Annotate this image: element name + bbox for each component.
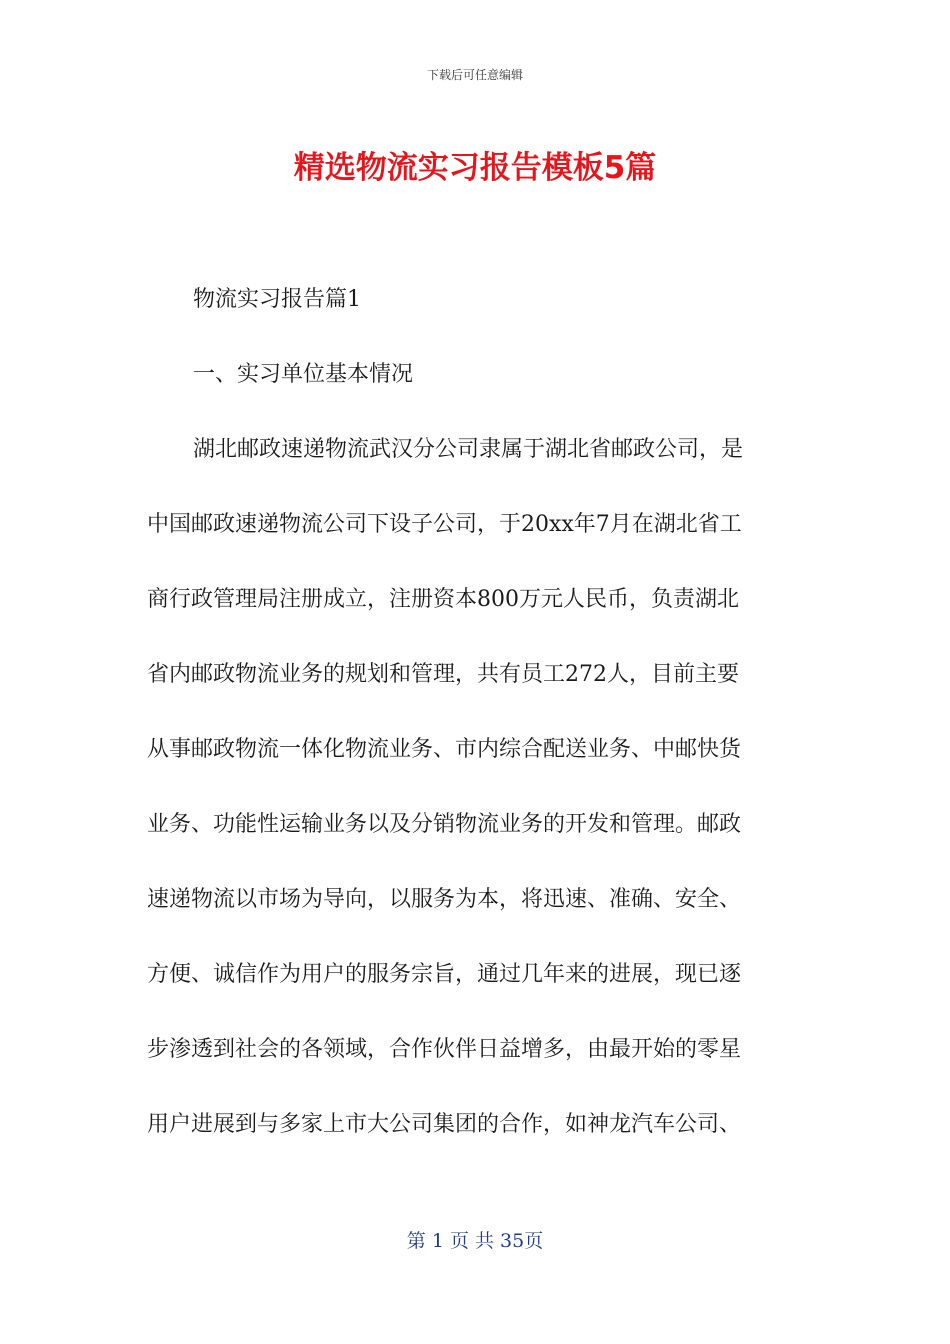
page-footer: 第 1 页 共 35页 [406,1230,544,1252]
document-body [147,262,803,1162]
paragraph-line: 步渗透到社会的各领域，合作伙伴日益增多，由最开始的零星 [147,1037,742,1062]
paragraph-line: 物流实习报告篇1 [193,287,361,312]
paragraph-line: 从事邮政物流一体化物流业务、市内综合配送业务、中邮快货 [147,737,742,762]
paragraph-line: 用户进展到与多家上市大公司集团的合作，如神龙汽车公司、 [147,1112,742,1137]
paragraph-line: 速递物流以市场为导向，以服务为本，将迅速、准确、安全、 [147,887,742,912]
header-note: 下载后可任意编辑 [426,68,523,82]
paragraph-line: 方便、诚信作为用户的服务宗旨，通过几年来的进展，现已逐 [147,962,742,987]
paragraph-line: 省内邮政物流业务的规划和管理，共有员工272人，目前主要 [147,662,739,687]
document-title: 精选物流实习报告模板5篇 [293,150,657,186]
paragraph-line: 商行政管理局注册成立，注册资本800万元人民币，负责湖北 [147,587,739,612]
paragraph-line: 湖北邮政速递物流武汉分公司隶属于湖北省邮政公司，是 [193,437,744,462]
paragraph-line: 业务、功能性运输业务以及分销物流业务的开发和管理。邮政 [147,812,742,837]
paragraph-line: 中国邮政速递物流公司下设子公司，于20xx年7月在湖北省工 [147,512,742,537]
paragraph-line: 一、实习单位基本情况 [193,362,414,387]
